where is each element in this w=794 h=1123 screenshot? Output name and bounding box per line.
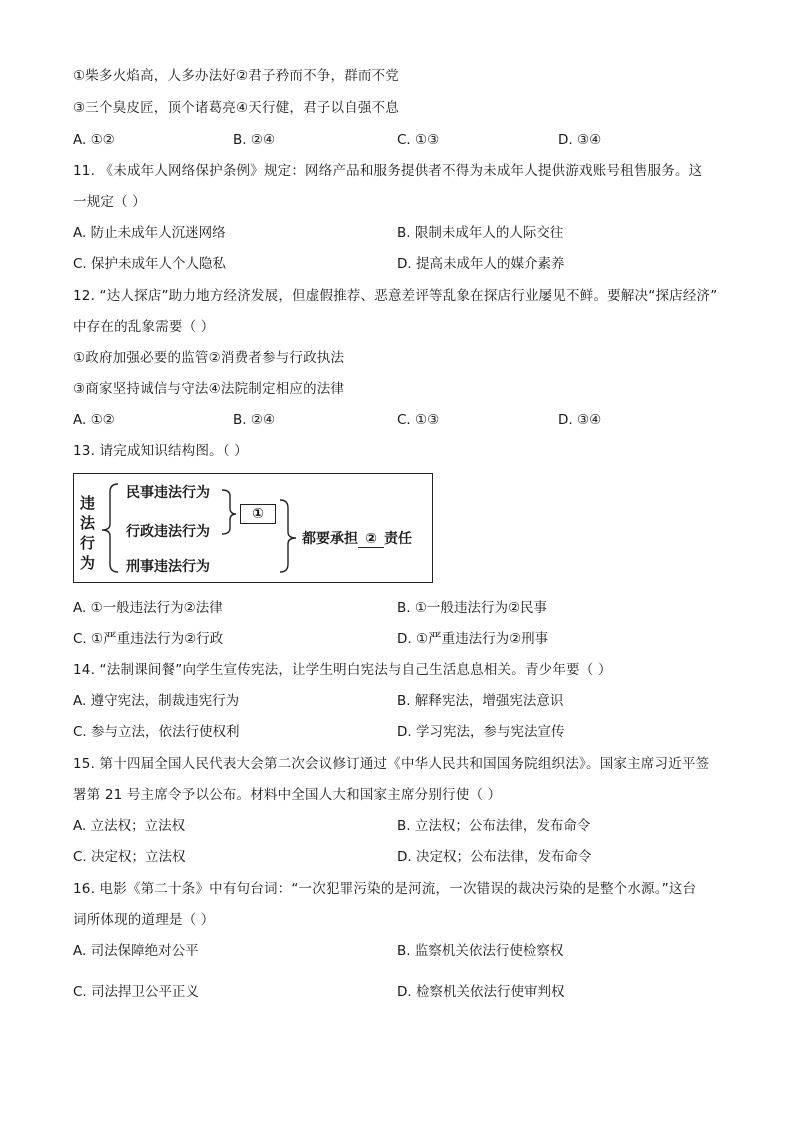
q15-option-d: D. 决定权；公布法律，发布命令 [397, 849, 592, 865]
q15-stem-line2: 署第 21 号主席令予以公布。材料中全国人大和国家主席分别行使（ ） [73, 787, 502, 803]
q13-option-d: D. ①严重违法行为②刑事 [397, 631, 549, 647]
q11-option-d: D. 提高未成年人的媒介素养 [397, 256, 565, 272]
q13-stem-line1: 13. 请完成知识结构图。（ ） [73, 443, 249, 459]
q15-option-c: C. 决定权；立法权 [73, 849, 186, 865]
diagram-root-char: 法 [80, 514, 96, 532]
q16-option-c: C. 司法捍卫公平正义 [73, 984, 200, 1000]
diagram-root-char: 行 [80, 534, 96, 552]
diagram-root-char: 为 [80, 554, 96, 572]
q14-option-b: B. 解释宪法，增强宪法意识 [397, 693, 564, 709]
q16-stem-line1: 16. 电影《第二十条》中有句台词：“一次犯罪污染的是河流，一次错误的裁决污染的是整个水源。”这台 [73, 881, 697, 897]
q13-option-a: A. ①一般违法行为②法律 [73, 600, 223, 616]
diagram-conclusion-suffix: 责任 [384, 531, 412, 547]
q11-stem-line1: 11. 《未成年人网络保护条例》规定：网络产品和服务提供者不得为未成年人提供游戏账号租售服务。这 [73, 163, 703, 179]
q10-option-a: A. ①② [73, 132, 115, 148]
diagram-branch-civil: 民事违法行为 [126, 485, 210, 501]
q14-option-d: D. 学习宪法，参与宪法宣传 [397, 724, 565, 740]
q16-option-b: B. 监察机关依法行使检察权 [397, 943, 564, 959]
diagram-conclusion [302, 531, 412, 548]
diagram-branch-administrative: 行政违法行为 [126, 524, 210, 540]
q12-statement-line2: ③商家坚持诚信与守法④法院制定相应的法律 [73, 381, 345, 397]
q13-option-c: C. ①严重违法行为②行政 [73, 631, 224, 647]
diagram-branch-criminal: 刑事违法行为 [126, 559, 210, 575]
diagram-root-char: 违 [80, 494, 96, 512]
q12-option-c: C. ①③ [397, 412, 440, 428]
q10-statement-line2: ③三个臭皮匠，顶个诸葛亮④天行健，君子以自强不息 [73, 100, 400, 116]
q10-statement-line1: ①柴多火焰高，人多办法好②君子矜而不争，群而不党 [73, 68, 400, 84]
q16-option-d: D. 检察机关依法行使审判权 [397, 984, 565, 1000]
q15-option-a: A. 立法权；立法权 [73, 818, 186, 834]
q16-stem-line2: 词所体现的道理是（ ） [73, 912, 215, 928]
q14-option-c: C. 参与立法，依法行使权利 [73, 724, 240, 740]
q12-option-d: D. ③④ [558, 412, 602, 428]
q11-stem-line2: 一规定（ ） [73, 194, 146, 210]
q14-stem-line1: 14. “法制课间餐”向学生宣传宪法，让学生明白宪法与自己生活息息相关。青少年要（ ） [73, 662, 612, 678]
q11-option-c: C. 保护未成年人个人隐私 [73, 256, 227, 272]
diagram-box-label: ① [252, 506, 264, 522]
q12-statement-line1: ①政府加强必要的监管②消费者参与行政执法 [73, 350, 345, 366]
q15-stem-line1: 15. 第十四届全国人民代表大会第二次会议修订通过《中华人民共和国国务院组织法》。国家主席习近平签 [73, 756, 710, 772]
q10-option-c: C. ①③ [397, 132, 440, 148]
q12-option-a: A. ①② [73, 412, 115, 428]
q15-option-b: B. 立法权；公布法律，发布命令 [397, 818, 591, 834]
diagram-box-1 [240, 504, 276, 524]
q16-option-a: A. 司法保障绝对公平 [73, 943, 199, 959]
knowledge-structure-diagram [73, 473, 433, 583]
q10-option-b: B. ②④ [233, 132, 276, 148]
q12-option-b: B. ②④ [233, 412, 276, 428]
q11-option-a: A. 防止未成年人沉迷网络 [73, 225, 226, 241]
q13-option-b: B. ①一般违法行为②民事 [397, 600, 548, 616]
q10-option-d: D. ③④ [558, 132, 602, 148]
diagram-blank-2: ② [358, 531, 384, 548]
diagram-conclusion-prefix: 都要承担 [302, 531, 358, 547]
q11-option-b: B. 限制未成年人的人际交往 [397, 225, 564, 241]
q14-option-a: A. 遵守宪法，制裁违宪行为 [73, 693, 240, 709]
q12-stem-line1: 12. “达人探店”助力地方经济发展，但虚假推荐、恶意差评等乱象在探店行业屡见不鲜。要解决“探店经济” [73, 288, 718, 304]
q12-stem-line2: 中存在的乱象需要（ ） [73, 319, 215, 335]
